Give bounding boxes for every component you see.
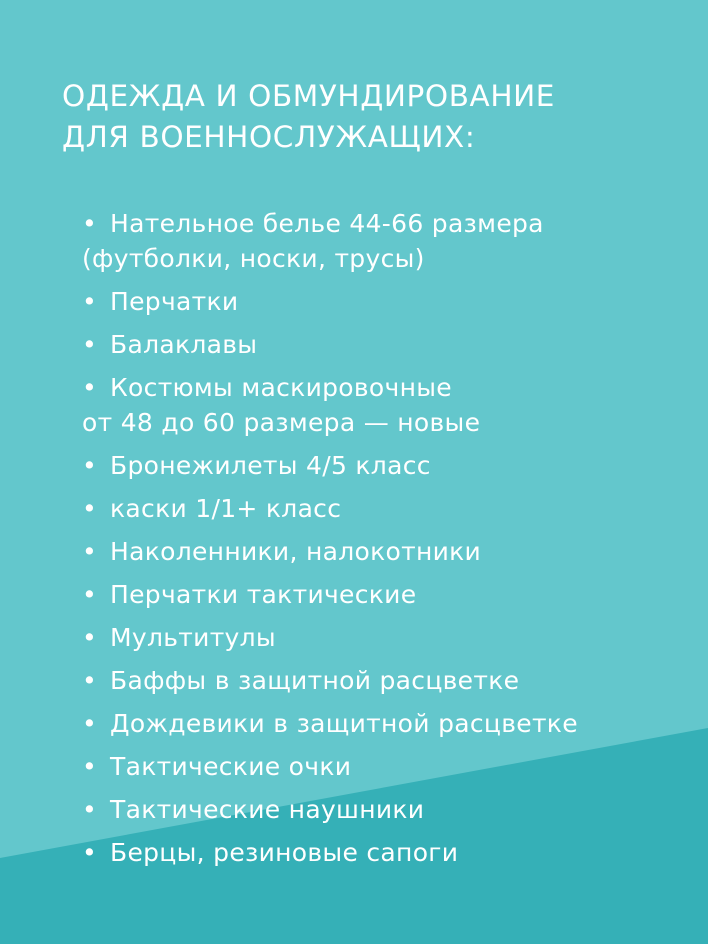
list-item xyxy=(82,792,692,827)
bullet-icon: • xyxy=(82,752,98,781)
bullet-icon: • xyxy=(82,838,98,867)
bullet-icon: • xyxy=(82,451,98,480)
list-item-text: Мультитулы xyxy=(110,623,276,652)
list-item xyxy=(82,327,692,362)
list-item-text-continued: от 48 до 60 размера — новые xyxy=(82,408,481,437)
list-item xyxy=(82,534,692,569)
list-item xyxy=(82,448,692,483)
page-title xyxy=(62,76,682,158)
items-list xyxy=(82,206,692,878)
list-item xyxy=(82,620,692,655)
bullet-icon: • xyxy=(82,373,98,402)
list-item xyxy=(82,835,692,870)
list-item-text: Тактические очки xyxy=(110,752,352,781)
list-item xyxy=(82,491,692,526)
list-item xyxy=(82,206,692,276)
list-item xyxy=(82,370,692,440)
list-item xyxy=(82,706,692,741)
list-item-text: Берцы, резиновые сапоги xyxy=(110,838,459,867)
list-item-text: Наколенники, налокотники xyxy=(110,537,482,566)
list-item-text: Балаклавы xyxy=(110,330,258,359)
list-item-text-continued: (футболки, носки, трусы) xyxy=(82,244,425,273)
bullet-icon: • xyxy=(82,666,98,695)
title-line-2: ДЛЯ ВОЕННОСЛУЖАЩИХ: xyxy=(62,120,476,154)
list-item xyxy=(82,284,692,319)
list-item xyxy=(82,577,692,612)
list-item-text: Дождевики в защитной расцветке xyxy=(110,709,578,738)
bullet-icon: • xyxy=(82,494,98,523)
bullet-icon: • xyxy=(82,287,98,316)
bullet-icon: • xyxy=(82,209,98,238)
bullet-icon: • xyxy=(82,623,98,652)
list-item-text: Бронежилеты 4/5 класс xyxy=(110,451,431,480)
list-item-text: Баффы в защитной расцветке xyxy=(110,666,520,695)
bullet-icon: • xyxy=(82,537,98,566)
list-item xyxy=(82,749,692,784)
list-item-text: Тактические наушники xyxy=(110,795,425,824)
list-item-text: Перчатки xyxy=(110,287,239,316)
list-item-text: Костюмы маскировочные xyxy=(110,373,452,402)
bullet-icon: • xyxy=(82,580,98,609)
list-item-text: Перчатки тактические xyxy=(110,580,417,609)
list-item-text: каски 1/1+ класс xyxy=(110,494,342,523)
bullet-icon: • xyxy=(82,709,98,738)
list-item xyxy=(82,663,692,698)
list-item-text: Нательное белье 44-66 размера xyxy=(110,209,544,238)
bullet-icon: • xyxy=(82,330,98,359)
title-line-1: ОДЕЖДА И ОБМУНДИРОВАНИЕ xyxy=(62,79,556,113)
bullet-icon: • xyxy=(82,795,98,824)
